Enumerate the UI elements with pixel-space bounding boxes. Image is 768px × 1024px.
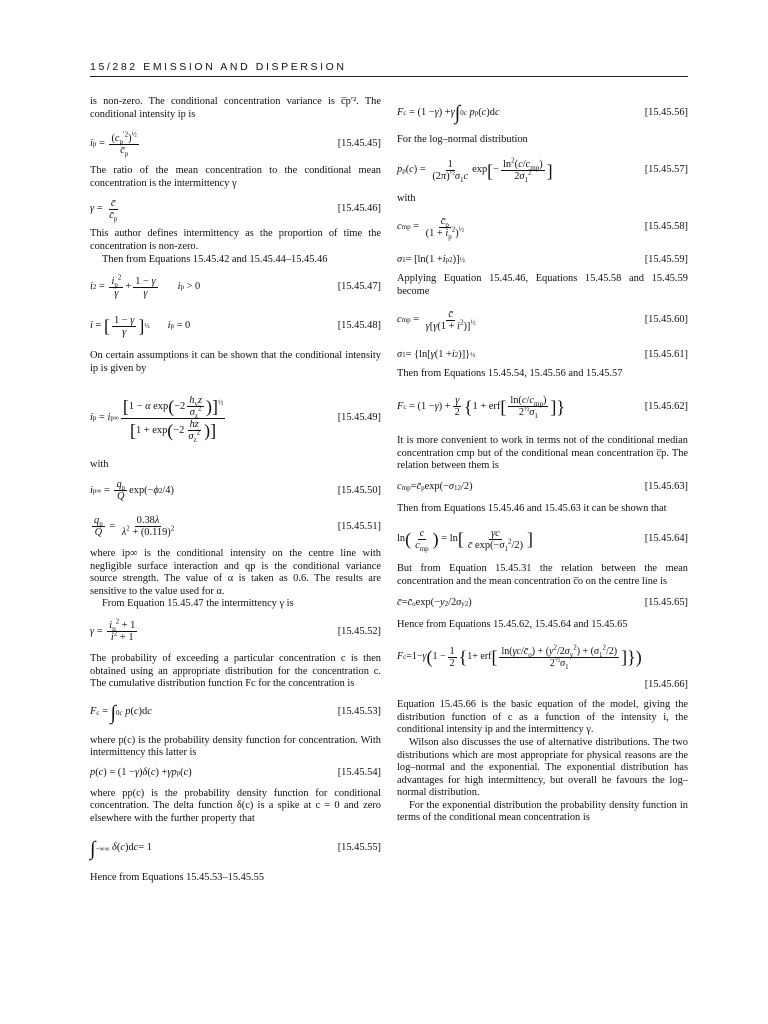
right-column	[397, 96, 688, 825]
equation-number: [15.45.54]	[337, 766, 381, 778]
equation-15-45-58	[397, 209, 688, 245]
equation-number: [15.45.64]	[644, 533, 688, 545]
equation-body: i 2 = $\frac{i_p^2}{\gamma}$ + $\frac{1 - \gamma}{\gamma}$ i p > 0	[90, 273, 201, 299]
right-para-7: But from Equation 15.45.31 the relation between the mean concentration and the mean concentration c̅o on the centre line is	[397, 563, 688, 587]
equation-body: F c = (1 − γ ) + γ ∫ 0 c p p ( c )d c	[397, 102, 500, 124]
right-para-2: with	[397, 192, 416, 204]
left-para-3: This author defines intermittency as the proportion of time the concentration is non-zero.	[90, 228, 381, 252]
equation-15-45-55	[90, 830, 381, 868]
equation-body: i = [ $\frac{1 - \gamma}{\gamma}$ ] ½ i p = 0	[90, 314, 191, 338]
equation-15-45-45	[90, 127, 381, 161]
equation-body: $\frac{q_p}{Q}$ = $\frac{0.38\lambda}{\lambda^2 + (0.119)^2}$	[94, 515, 175, 539]
equation-number: [15.45.61]	[644, 349, 688, 361]
equation-body: ∫ −∞ ∞ δ ( c )d c = 1	[90, 837, 152, 860]
equation-number: [15.45.47]	[337, 280, 381, 292]
equation-number: [15.45.63]	[644, 481, 688, 493]
equation-number: [15.45.50]	[337, 484, 381, 496]
header-rule	[90, 76, 688, 77]
equation-number: [15.45.56]	[644, 106, 688, 118]
right-para-10: Wilson also discusses the use of alternative distributions. The two distributions which are most appropriate for physical reasons are the log–normal and the exponential. The exponential distribution has advantages for high intermittency, but overall he favours the log–normal distribution.	[397, 736, 688, 799]
equation-15-45-46	[90, 194, 381, 224]
equation-15-45-47	[90, 270, 381, 304]
header-text: 15/282 EMISSION AND DISPERSION	[90, 61, 347, 73]
equation-body: p ( c ) = (1 − γ ) δ ( c ) + γp p ( c )	[90, 766, 192, 778]
equation-15-45-51	[90, 510, 381, 544]
right-para-1: For the log–normal distribution	[397, 134, 528, 145]
equation-number: [15.45.59]	[644, 253, 688, 265]
running-header	[90, 60, 688, 80]
left-column	[90, 96, 381, 884]
left-para-4: Then from Equations 15.45.42 and 15.45.44–15.45.46	[102, 253, 328, 265]
right-para-3: Applying Equation 15.45.46, Equations 15.45.58 and 15.45.59 become	[397, 273, 688, 297]
equation-15-45-61	[397, 344, 688, 366]
equation-number: [15.45.65]	[644, 597, 688, 609]
equation-15-45-48	[90, 308, 381, 344]
left-para-11: where pp(c) is the probability density function for conditional concentration. The delta function δ(c) is a spike at c = 0 and zero elsewhere with the further property that	[90, 787, 381, 825]
equation-body: p p ( c ) = $\frac{1}{(2\pi)^{\frac{1}{2}}\sigma_1c}$ exp [ − $\frac{\ln^2(c/c_{mp})}{2\sigma_1^2}$ ]	[397, 156, 553, 185]
left-para-6: with	[90, 459, 109, 471]
equation-15-45-66	[397, 635, 688, 695]
equation-15-45-60	[397, 302, 688, 338]
left-para-7: where ip∞ is the conditional intensity on the centre line with negligible surface interaction and qp is the conditional variance source strength. The value of α is taken as 0.6. The results are sensitive to the value used for α.	[90, 547, 381, 597]
equation-15-45-50	[90, 474, 381, 508]
equation-15-45-52	[90, 615, 381, 649]
equation-body: F c = ∫ 0 c p ( c )d c	[90, 701, 152, 724]
left-para-10: where p(c) is the probability density function for concentration. With intermittency this latter is	[90, 734, 381, 759]
equation-body: σ 1 = [ln(1 + i p 2 )] ½	[397, 253, 465, 265]
equation-15-45-63	[397, 479, 688, 497]
equation-number: [15.45.49]	[337, 412, 381, 424]
equation-body: σ 1 = {ln[ γ (1 + i 2 )]} ½	[397, 349, 476, 361]
right-para-4: Then from Equations 15.45.54, 15.45.56 and 15.45.57	[397, 368, 623, 380]
equation-number: [15.45.57]	[644, 164, 688, 176]
left-para-2: The ratio of the mean concentration to the conditional mean concentration is the intermittency γ	[90, 165, 381, 189]
left-para-8: From Equation 15.45.47 the intermittency γ is	[102, 598, 294, 610]
equation-body: i p = i p∞ [1 − α exp(−2 $\frac{h_vz}{\sigma_z^2}$ )]$^{\frac{1}{2}}$ [1 + exp(−2 $\frac{hz}{\sigma_z^2}$ )]	[90, 394, 224, 444]
equation-body: c mp = $\frac{c̄}{\gamma[\gamma(1 + i^2)]^{\frac{1}{2}}}$	[397, 308, 476, 332]
equation-body: γ = $\frac{c̄}{c̄_p}$	[90, 197, 118, 223]
right-para-5: It is more convenient to work in terms not of the conditional median concentration cmp but of the conditional mean concentration c̅p. The relation between them is	[397, 434, 688, 472]
left-para-5: On certain assumptions it can be shown that the conditional intensity ip is given by	[90, 350, 381, 374]
equation-15-45-62	[397, 385, 688, 429]
equation-15-45-53	[90, 695, 381, 731]
equation-15-45-59	[397, 249, 688, 271]
equation-15-45-54	[90, 764, 381, 782]
equation-body: γ = $\frac{i_p^2 + 1}{i^2 + 1}$	[90, 617, 136, 644]
equation-number: [15.45.58]	[644, 220, 688, 232]
equation-15-45-65	[397, 595, 688, 613]
equation-number: [15.45.45]	[337, 137, 381, 149]
equation-number: [15.45.62]	[644, 400, 688, 412]
equation-15-45-56	[397, 96, 688, 130]
equation-body: c̄ = c̄ o exp(− y 2 /2 σ y 2 )	[397, 597, 472, 609]
right-para-9: Equation 15.45.66 is the basic equation of the model, giving the distribution function of c as a function of the intensity i, the conditional intensity ip and the intermittency γ.	[397, 699, 688, 736]
equation-15-45-64	[397, 519, 688, 559]
equation-number: [15.45.46]	[337, 203, 381, 215]
equation-body: c mp = $\frac{c̄_p}{(1 + i_p^2)^{\frac{1}{2}}}$	[397, 215, 464, 241]
equation-number: [15.45.53]	[337, 706, 381, 718]
right-para-8: Hence from Equations 15.45.62, 15.45.64 and 15.45.65	[397, 618, 628, 630]
equation-number: [15.45.55]	[337, 842, 381, 854]
equation-body: i p = $\frac{(c_p^{'2})^{\frac{1}{2}}}{c̄_p}$	[90, 130, 137, 158]
left-para-1: is non-zero. The conditional concentration variance is c̅p′². The conditional intensity ip is	[90, 96, 381, 120]
equation-number: [15.45.66]	[644, 679, 688, 691]
equation-body: F c =1− γ ( 1 − $\frac{1}{2}$ { 1+ erf [ $\frac{\ln(\gamma c/c̄_o) + (y^2/2\sigma_y^2) + (\sigma_1^2/2)}{2^{\frac{1}{2}}\sigma_1}$ ] } )	[397, 643, 642, 671]
equation-number: [15.45.52]	[337, 625, 381, 637]
equation-number: [15.45.60]	[644, 314, 688, 326]
right-para-6: Then from Equations 15.45.46 and 15.45.63 it can be shown that	[397, 502, 667, 514]
equation-number: [15.45.51]	[337, 520, 381, 532]
equation-body: c mp = c̄ p exp(− σ 1 2 /2)	[397, 481, 473, 493]
equation-body: i p∞ = $\frac{q_p}{Q}$ exp(− ϕ 2 /4)	[90, 479, 174, 503]
left-para-9: The probability of exceeding a particular concentration c is then obtained using an appropriate distribution for the concentration c. The cumulative distribution function Fc for the concentration is	[90, 652, 381, 690]
equation-body: ln ( $\frac{c}{c_{mp}}$ ) = ln [ $\frac{\gamma c}{c̄ \exp(-\sigma_1^2/2)}$ ]	[397, 527, 534, 553]
equation-15-45-57	[397, 151, 688, 191]
equation-15-45-49	[90, 379, 381, 457]
equation-number: [15.45.48]	[337, 319, 381, 331]
right-para-11: For the exponential distribution the probability density function in terms of the conditional mean concentration is	[397, 799, 688, 824]
left-para-12: Hence from Equations 15.45.53–15.45.55	[90, 871, 265, 883]
equation-body: F c = (1 − γ ) + $\frac{\gamma}{2}$ { 1 + erf [ $\frac{\ln(c/c_{mp})}{2^{\frac{1}{2}}\sigma_1}$ ] }	[397, 395, 566, 421]
